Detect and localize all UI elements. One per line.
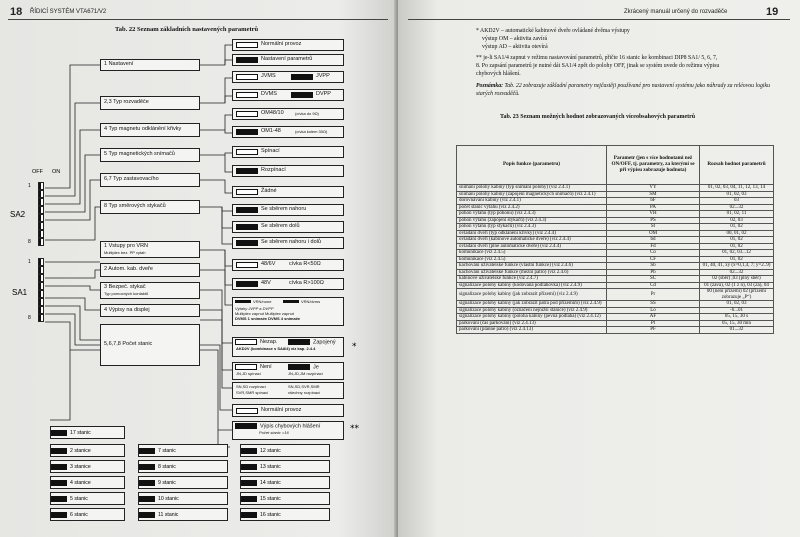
switch-icon: [51, 448, 67, 454]
dip-number: 8: [28, 239, 31, 245]
option-box-akd: Nezap. Zapojený AKD2V (kombinace s SA8/4) viz kap. 2.4.4: [232, 337, 344, 357]
dip-toggle[interactable]: [38, 214, 44, 222]
switch-icon: [236, 111, 258, 117]
switch-icon: [236, 207, 258, 213]
option-box: Nastavení parametrů: [232, 54, 344, 66]
note-line: ** je-li SA1/4 zapnut v režimu nastavování parametrů, přičte 16 stanic ke kombinaci DIP8 SA1/ 5, 6, 7,: [476, 55, 718, 62]
table-cell: pohon výtahu (typ stykačů) (viz 2.4.3): [457, 224, 607, 231]
option-box: OM1-48 (cívka kolem 30Ω): [232, 126, 344, 138]
function-label: 3 Bezpeč. stykač: [104, 284, 146, 290]
table-cell: 01, 02: [700, 237, 774, 244]
switch-icon: [139, 464, 155, 470]
function-box: 8 Typ směrových stykačů: [100, 200, 200, 214]
note-line: chybových hlášení.: [476, 71, 521, 78]
switch-icon: [236, 189, 258, 195]
function-box: 1 Nastavení: [100, 59, 200, 71]
table-cell: CF: [607, 256, 700, 263]
table-cell: 01...32: [700, 327, 774, 334]
table-cell: PS: [607, 217, 700, 224]
switch-icon: [241, 480, 257, 486]
table-cell: signalizace polohy kabiny (jak zobrazit patra pod přízemím) (viz 2.4.9): [457, 301, 607, 308]
station-box: [240, 508, 330, 521]
table-cell: 02, 03: [700, 217, 774, 224]
table-cell: 01, 02, 03: [700, 301, 774, 308]
table-cell: signalizace polohy kabiny (označení nejnižší stanice) (viz 2.4.9): [457, 307, 607, 314]
table-cell: bF: [607, 198, 700, 205]
function-box-vrn: [100, 241, 200, 258]
switch-icon: [236, 42, 258, 48]
switch-icon: [288, 364, 310, 370]
station-box: [138, 460, 228, 473]
header-rule: [408, 19, 790, 20]
station-label: 15 stanic: [260, 495, 281, 502]
switch-icon: [236, 281, 258, 287]
table-cell: 02 (sběr) ,03 (plný sběr): [700, 276, 774, 283]
dip-toggle[interactable]: [38, 282, 44, 290]
switch-icon: [236, 57, 258, 63]
option-box: OM48/10 (cívka do 9Ω): [232, 108, 344, 120]
switch-icon: [291, 92, 313, 98]
station-box: [50, 508, 125, 521]
table-title-right: Tab. 23 Seznam možných hodnot zobrazovaných víceobsahových parametrů: [500, 114, 696, 120]
table-cell: -6...01: [700, 307, 774, 314]
table-cell: 05, 15, 30 min: [700, 320, 774, 327]
switch-icon: [235, 364, 257, 370]
table-header-row: [457, 146, 774, 185]
dip-off-label: OFF: [32, 169, 43, 175]
station-box: [240, 444, 330, 457]
station-label: 2 stanice: [70, 447, 91, 454]
station-label: 12 stanic: [260, 447, 281, 454]
station-box: [138, 492, 228, 505]
table-cell: komunikace (viz 2.4.5): [457, 256, 607, 263]
switch-icon: [236, 262, 258, 268]
table-cell: ovládání dveří (typ odklánění křivky) (viz 2.4.4): [457, 230, 607, 237]
station-label: 10 stanic: [158, 495, 179, 502]
option-box: Se sběrem dolů: [232, 221, 344, 233]
table-row: [457, 289, 774, 301]
dip-toggle[interactable]: [38, 182, 44, 190]
table-cell: SM: [607, 191, 700, 198]
table-cell: parkování (čas parkování) (viz 2.4.13): [457, 320, 607, 327]
table-cell: 01, 02, 11: [700, 211, 774, 218]
column-header: Rozsah hodnot parametrů: [700, 146, 774, 185]
note-line: výstup AD – aktivita otevírá: [482, 43, 548, 50]
table-cell: pohon výtahu (typ pohonu) (viz 2.4.3): [457, 211, 607, 218]
switch-icon: [139, 496, 155, 502]
table-cell: 01, 02: [700, 243, 774, 250]
station-label: 3 stanice: [70, 463, 91, 470]
option-box: JVMS JVPP: [232, 71, 344, 83]
dip-toggle[interactable]: [38, 290, 44, 298]
table-cell: komunikace (viz 2.4.5): [457, 250, 607, 257]
function-box: 6,7 Typ zastavovacího: [100, 173, 200, 187]
table-cell: signalizace polohy kabiny (jak zobrazit přízemí) (viz 2.4.9): [457, 289, 607, 301]
table-cell: 02...32: [700, 204, 774, 211]
switch-icon: [51, 464, 67, 470]
dip-toggle[interactable]: [38, 306, 44, 314]
function-box-stykac: [100, 282, 200, 299]
option-box: 48/6V cívka R<50Ω: [232, 259, 344, 271]
dip-toggle[interactable]: [38, 190, 44, 198]
page-number-right: 19: [766, 6, 779, 18]
option-box: Se sběrem nahoru: [232, 204, 344, 216]
station-box: [138, 444, 228, 457]
option-box: Normální provoz: [232, 404, 344, 417]
table-cell: Sb: [607, 263, 700, 270]
option-box: 48V cívka R>100Ω: [232, 278, 344, 290]
switch-icon: [139, 512, 155, 518]
switch-icon: [235, 300, 251, 303]
switch-icon: [241, 512, 257, 518]
table-cell: signalizace polohy kabiny (poloha kabiny (pevná podlaha) (viz 2.4.12): [457, 314, 607, 321]
table-cell: Fd: [607, 243, 700, 250]
switch-icon: [241, 448, 257, 454]
switch-icon: [139, 448, 155, 454]
table-cell: snímání polohy kabiny (zapojení magnetických snímačů) (viz 2.4.1): [457, 191, 607, 198]
table-cell: 01, 02, 03: [700, 191, 774, 198]
function-box: 2,3 Typ rozvaděče: [100, 96, 200, 110]
running-head-left: ŘÍDICÍ SYSTÉM VTA671/V2: [30, 9, 107, 15]
table-cell: kachování uživatelské funkce (vlastní funkce) (viz 2.4.6): [457, 263, 607, 270]
dip-number: 8: [28, 315, 31, 321]
column-header: Popis funkce (parametru): [457, 146, 607, 185]
switch-icon: [235, 423, 257, 429]
option-box: Rozpínací: [232, 165, 344, 177]
table-cell: VH: [607, 211, 700, 218]
function-box: 4 Typ magnetu odklánění křivky: [100, 123, 200, 137]
table-cell: 00, 01, 02: [700, 230, 774, 237]
station-box: [138, 476, 228, 489]
station-box: [50, 460, 125, 473]
table-cell: 00 (není přízemí) 02 (přízemí zobrazuje „P“): [700, 289, 774, 301]
dip-toggle[interactable]: [38, 230, 44, 238]
table-cell: signalizace polohy kabiny (kódovaná podlahovka) (viz 2.4.9): [457, 282, 607, 289]
switch-icon: [139, 480, 155, 486]
column-header: Parametr (jen s více hodnotami než ON/OFF, tj. parametry, za kterými se při výpisu zobrazuje hodnota): [607, 146, 700, 185]
station-box: [240, 476, 330, 489]
switch-icon: [283, 300, 299, 303]
switch-icon: [236, 74, 258, 80]
table-body: [457, 185, 774, 334]
table-cell: 02...32: [700, 269, 774, 276]
table-cell: snímání polohy kabiny (typ snímání polohy) (viz 2.4.1): [457, 185, 607, 192]
dip-toggle[interactable]: [38, 206, 44, 214]
switch-icon: [51, 480, 67, 486]
dip-on-label: ON: [52, 169, 61, 175]
dip-toggle[interactable]: [38, 222, 44, 230]
table-cell: ovládání dveří (kabinové automatické dveře) (viz 2.4.4): [457, 237, 607, 244]
table-cell: 01, 40, 41, xy (x=0,1,4, 7; y=2..9): [700, 263, 774, 270]
dip-number: 1: [28, 259, 31, 265]
sa2-label: SA2: [10, 210, 26, 219]
option-box-snsd: SN,SD rozpínací SN,SD,SVR,SMR SVR,SMR spínací všechny rozpínací: [232, 382, 344, 399]
table-cell: 03: [700, 198, 774, 205]
dip-toggle[interactable]: [38, 298, 44, 306]
station-label: 5 stanic: [70, 495, 88, 502]
table-cell: bd: [607, 237, 700, 244]
table-cell: Pb: [607, 269, 700, 276]
table-cell: počet stanic výtahu (viz 2.4.2): [457, 204, 607, 211]
station-label: 7 stanic: [158, 447, 176, 454]
option-box: Žádné: [232, 186, 344, 198]
table-cell: Cd: [607, 282, 700, 289]
switch-icon: [288, 339, 310, 345]
table-cell: St: [607, 224, 700, 231]
option-box-vypis: Výpis chybových hlášení Počet stanic =16: [232, 421, 344, 440]
table-cell: dorovnávání kabiny (viz 2.4.1): [457, 198, 607, 205]
note-line: * AKD2V – automatické kabinové dveře ovládané dvěma výstupy: [476, 28, 630, 34]
table-cell: ovládání dveří (plné automatické dveře) (viz 2.4.4): [457, 243, 607, 250]
switch-icon: [51, 512, 67, 518]
table-cell: parkování (plánné patro) (viz 2.4.13): [457, 327, 607, 334]
table-title-left: Tab. 22 Seznam základních nastavených parametrů: [115, 26, 259, 33]
parameter-table: [456, 145, 774, 334]
switch-icon: [236, 224, 258, 230]
function-sub: Multiplex bez. PP vytah: [104, 250, 146, 255]
option-box: Se sběrem nahoru i dolů: [232, 237, 344, 249]
notes-block: [476, 28, 781, 99]
dip-toggle[interactable]: [38, 198, 44, 206]
table-cell: 01 (zava), 02 (1 z n), 03 (2a), 04: [700, 282, 774, 289]
table-cell: SS: [607, 301, 700, 308]
station-label: 6 stanic: [70, 511, 88, 518]
table-cell: SC: [607, 276, 700, 283]
table-cell: Pr: [607, 289, 700, 301]
option-box-neni: Není Je JN,JD spínací JN,JD,JM rozpínací: [232, 362, 344, 380]
table-cell: Pt: [607, 320, 700, 327]
function-box: 5 Typ magnetických snímačů: [100, 148, 200, 162]
table-cell: Lo: [607, 307, 700, 314]
page-number-left: 18: [10, 6, 23, 18]
table-cell: VY: [607, 185, 700, 192]
station-box: [50, 476, 125, 489]
station-label: 4 stanice: [70, 479, 91, 486]
poznamka: Poznámka: Tab. 22 zobrazuje základní parametry nejčastěji používané pro nastavení systému jako náhrady za reléovou logiku starých rozvaděčů.: [476, 82, 771, 97]
dip-toggle[interactable]: [38, 258, 44, 266]
station-box: [50, 492, 125, 505]
table-row: [457, 327, 774, 334]
switch-icon: [291, 74, 313, 80]
station-box: [240, 460, 330, 473]
function-sub: Typ pomocných kontaktů: [104, 291, 149, 296]
double-asterisk-note: **: [350, 424, 359, 434]
station-label: 11 stanic: [158, 511, 179, 518]
station-box: [50, 444, 125, 457]
option-box: DVMS DVPP: [232, 89, 344, 101]
dip-toggle[interactable]: [38, 238, 44, 246]
station-label: 16 stanic: [260, 511, 281, 518]
option-box: Normální provoz: [232, 39, 344, 51]
station-box: 17 stanic: [50, 426, 125, 439]
function-label: 1 Vstupy pro VRN: [104, 243, 149, 249]
switch-icon: [236, 408, 258, 414]
switch-icon: [51, 430, 67, 436]
station-box: [138, 508, 228, 521]
station-label: 14 stanic: [260, 479, 281, 486]
table-cell: pohon výtahu (zapojení stykačů) (viz 2.4.3): [457, 217, 607, 224]
table-cell: PA: [607, 204, 700, 211]
switch-icon: [51, 496, 67, 502]
dip-number: 1: [28, 183, 31, 189]
switch-icon: [241, 464, 257, 470]
function-box: 2 Autom. kab. dveře: [100, 263, 200, 277]
switch-icon: [236, 168, 258, 174]
table-cell: OM: [607, 230, 700, 237]
table-cell: kachování uživatelské funkce (mezní patro) (viz 2.4.6): [457, 269, 607, 276]
dip-toggle[interactable]: [38, 314, 44, 322]
switch-icon: [236, 129, 258, 135]
switch-icon: [236, 149, 258, 155]
switch-icon: [235, 339, 257, 345]
station-label: 9 stanic: [158, 479, 176, 486]
table-cell: 05, 15, 30 s: [700, 314, 774, 321]
table-cell: 01, 02, 03, 04, 11, 12, 13, 14: [700, 185, 774, 192]
option-box: Spínací: [232, 146, 344, 158]
table-cell: 01, 02: [700, 256, 774, 263]
sa1-label: SA1: [12, 288, 28, 297]
note-line: výstup OM – aktivita zavírá: [482, 35, 548, 42]
station-label: 8 stanic: [158, 463, 176, 470]
switch-icon: [236, 240, 258, 246]
switch-icon: [241, 496, 257, 502]
switch-icon: [236, 92, 258, 98]
asterisk-note: *: [352, 342, 357, 352]
table-cell: kabinové uživatelské funkce (viz 2.4.7): [457, 276, 607, 283]
table-cell: Co: [607, 250, 700, 257]
dip-toggle[interactable]: [38, 266, 44, 274]
station-label: 13 stanic: [260, 463, 281, 470]
running-head-right: Zkrácený manuál určený do rozvaděče: [624, 9, 728, 15]
function-box: 4 Výpisy na displej: [100, 304, 200, 317]
table-cell: AF: [607, 314, 700, 321]
table-cell: 01, 02, 03...12: [700, 250, 774, 257]
note-line: 8. Po zapsání parametrů je nutné dát SA1/4 zpět do polohy OFF, jinak se systém uvede do režimu výpisu: [476, 63, 720, 70]
left-page: [0, 0, 398, 537]
dip-toggle[interactable]: [38, 274, 44, 282]
function-box: 5,6,7,8 Počet stanic: [100, 324, 200, 366]
option-box-vrn: VRN/none VRN/dvms Výtahy JVPP a DVPP Multiplex zapnut Multiplex zapnut DVMS 1 snímače DVMS 4 snímače: [232, 297, 344, 326]
table-cell: 01, 02: [700, 224, 774, 231]
station-box: [240, 492, 330, 505]
table-cell: PF: [607, 327, 700, 334]
